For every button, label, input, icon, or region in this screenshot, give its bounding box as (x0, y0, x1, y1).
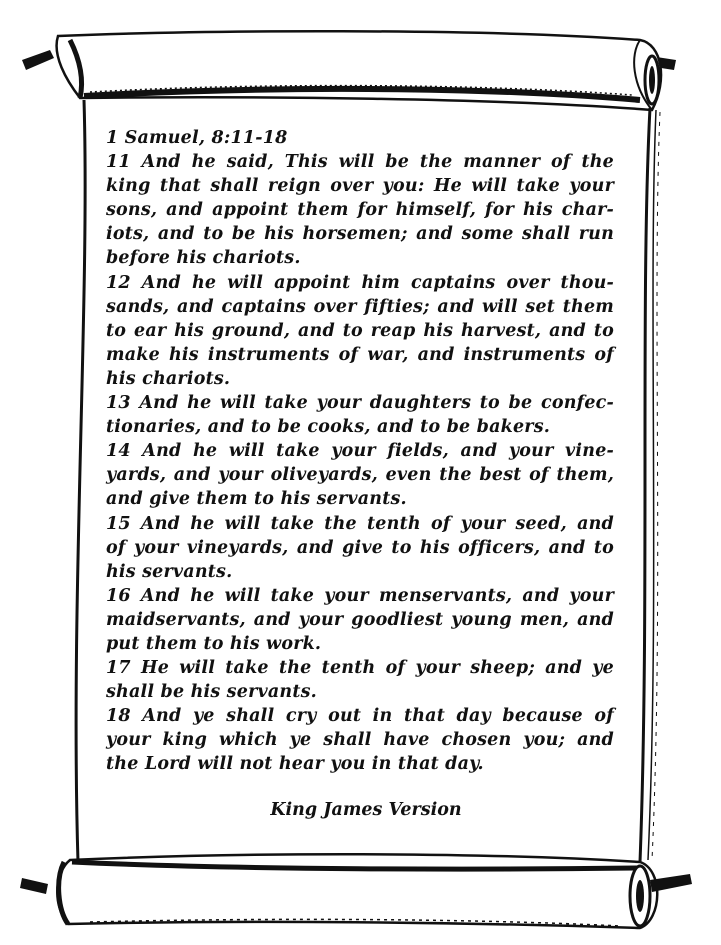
passage-reference: 1 Samuel, 8:11-18 (106, 128, 288, 148)
passage-line: 18 And ye shall cry out in that day because of (106, 706, 614, 727)
top-roll (57, 31, 661, 110)
passage-line: his servants. (106, 561, 233, 582)
passage-line: king that shall reign over you: He will take your (106, 176, 614, 197)
bottom-roll (20, 854, 692, 928)
version-attribution: King James Version (270, 800, 462, 820)
passage-line: tionaries, and to be cooks, and to be bakers. (106, 417, 551, 438)
passage-line: shall be his servants. (106, 682, 317, 703)
passage-line: of your vineyards, and give to his officers, and to (106, 537, 614, 558)
passage-line: make his instruments of war, and instruments of (106, 344, 614, 365)
passage-line: your king which ye shall have chosen you; and (106, 730, 614, 751)
passage-line: 16 And he will take your menservants, and your (106, 585, 614, 606)
passage-line: maidservants, and your goodliest young men, and (106, 609, 614, 630)
passage-line: to ear his ground, and to reap his harvest, and to (106, 320, 614, 341)
passage-line: sons, and appoint them for himself, for his char- (106, 200, 614, 221)
passage-line: 12 And he will appoint him captains over thou- (106, 272, 614, 293)
passage-line: 15 And he will take the tenth of your seed, and (106, 513, 614, 534)
passage-line: and give them to his servants. (106, 489, 407, 510)
passage-line: put them to his work. (106, 633, 322, 654)
passage-line: 14 And he will take your fields, and your vine- (106, 441, 614, 462)
passage-line: sands, and captains over fifties; and will set them (106, 296, 614, 317)
passage-line: yards, and your oliveyards, even the best of them, (106, 465, 614, 486)
passage-line: the Lord will not hear you in that day. (106, 754, 484, 775)
passage-line: 11 And he said, This will be the manner of the (106, 152, 614, 173)
passage-line: his chariots. (106, 368, 231, 389)
passage-line: 13 And he will take your daughters to be confec- (106, 393, 614, 414)
passage-line: before his chariots. (106, 248, 301, 269)
scripture-passage (106, 126, 614, 777)
passage-line: 17 He will take the tenth of your sheep; and ye (106, 658, 614, 679)
passage-line: iots, and to be his horsemen; and some shall run (106, 224, 614, 245)
